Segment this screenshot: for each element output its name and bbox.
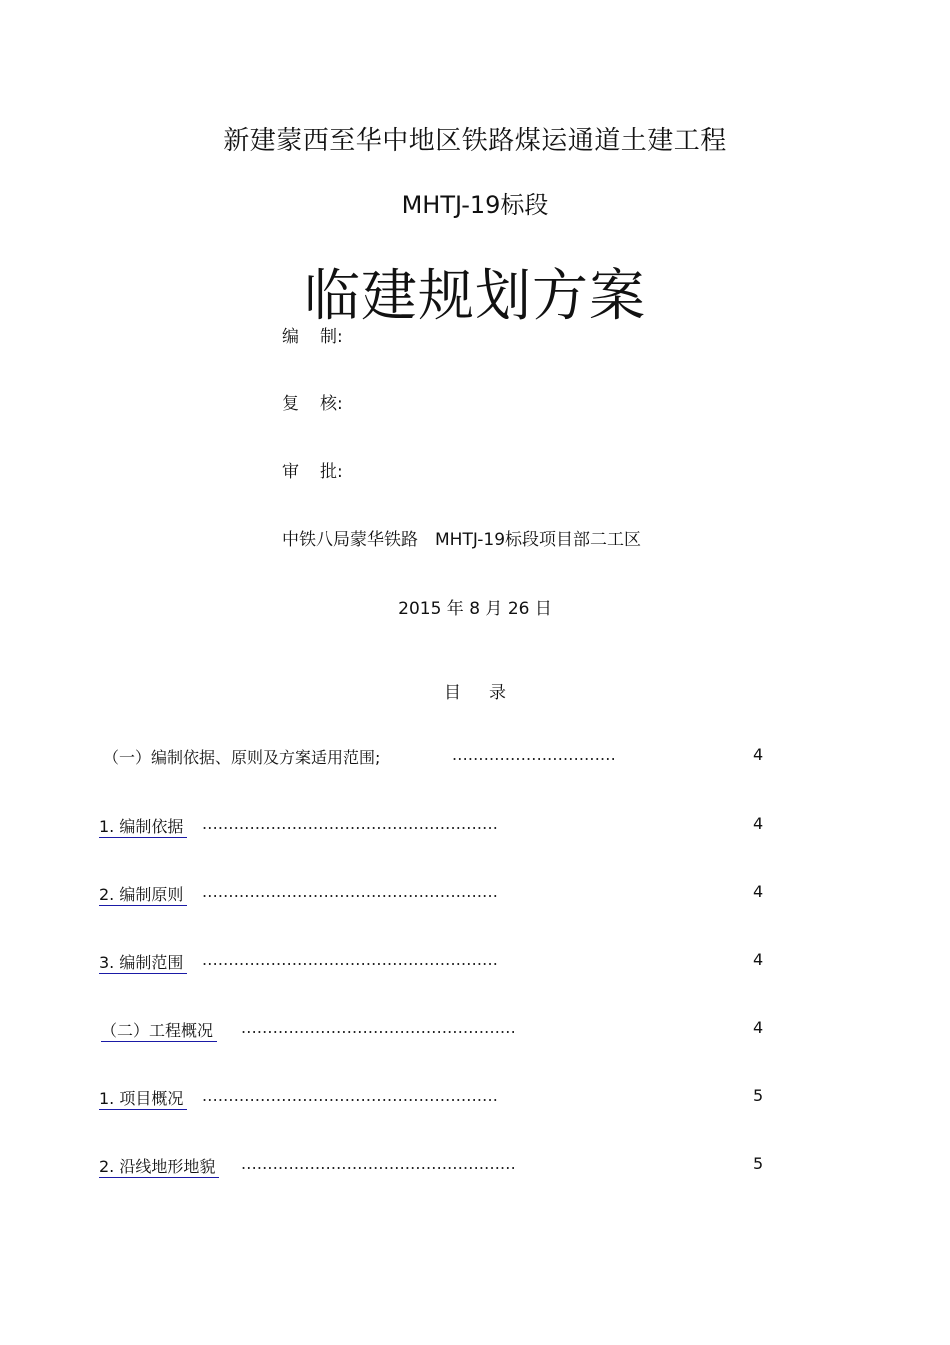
toc-entry-leader: .................................................... xyxy=(241,1154,516,1173)
toc-entry-page: 4 xyxy=(753,814,764,833)
signature-approve-label-a: 审 xyxy=(282,462,299,482)
toc-entry-page: 4 xyxy=(753,745,764,764)
section-code: MHTJ-19标段 xyxy=(401,191,549,219)
toc-entry-leader: .................................................... xyxy=(241,1018,516,1037)
toc-entry[interactable] xyxy=(0,1018,950,1042)
toc-entry[interactable] xyxy=(0,950,950,974)
toc-entry-leader: ............................... xyxy=(452,745,616,764)
toc-title-b: 录 xyxy=(489,683,506,703)
signature-review xyxy=(282,389,343,414)
toc-entry-label[interactable]: （一）编制依据、原则及方案适用范围; xyxy=(103,748,381,767)
toc-entry[interactable] xyxy=(0,745,950,769)
signature-compile-label-b: 制: xyxy=(320,327,343,347)
signature-compile-label-a: 编 xyxy=(282,327,299,347)
toc-entry[interactable] xyxy=(0,1086,950,1110)
toc-entry-page: 5 xyxy=(753,1086,764,1105)
toc-entry-leader: ........................................................ xyxy=(202,882,499,901)
signature-compile xyxy=(282,322,343,347)
project-title: 新建蒙西至华中地区铁路煤运通道土建工程 xyxy=(223,126,727,156)
document-date: 2015 年 8 月 26 日 xyxy=(398,599,552,619)
signature-review-label-a: 复 xyxy=(282,394,299,414)
toc-entry-link[interactable]: 1. 编制依据 xyxy=(99,814,187,838)
toc-title xyxy=(0,678,950,703)
toc-entry-page: 5 xyxy=(753,1154,764,1173)
toc-entry-link[interactable]: 1. 项目概况 xyxy=(99,1086,187,1110)
toc-entry-link[interactable]: 2. 沿线地形地貌 xyxy=(99,1154,219,1178)
signature-approve xyxy=(282,457,343,482)
toc-entry-link[interactable]: 3. 编制范围 xyxy=(99,950,187,974)
toc-entry[interactable] xyxy=(0,814,950,838)
toc-entry-leader: ........................................................ xyxy=(202,1086,499,1105)
toc-entry[interactable] xyxy=(0,1154,950,1178)
toc-entry-page: 4 xyxy=(753,882,764,901)
toc-entry-page: 4 xyxy=(753,950,764,969)
toc-entry-link[interactable]: 2. 编制原则 xyxy=(99,882,187,906)
signature-review-label-b: 核: xyxy=(320,394,343,414)
toc-entry[interactable] xyxy=(0,882,950,906)
toc-entry-leader: ........................................................ xyxy=(202,950,499,969)
toc-entry-page: 4 xyxy=(753,1018,764,1037)
toc-entry-leader: ........................................................ xyxy=(202,814,499,833)
organization: 中铁八局蒙华铁路 MHTJ-19标段项目部二工区 xyxy=(282,530,642,550)
signature-approve-label-b: 批: xyxy=(320,462,343,482)
toc-entry-link[interactable]: （二）工程概况 xyxy=(101,1018,217,1042)
document-title: 临建规划方案 xyxy=(304,264,646,329)
toc-title-a: 目 xyxy=(444,683,461,703)
